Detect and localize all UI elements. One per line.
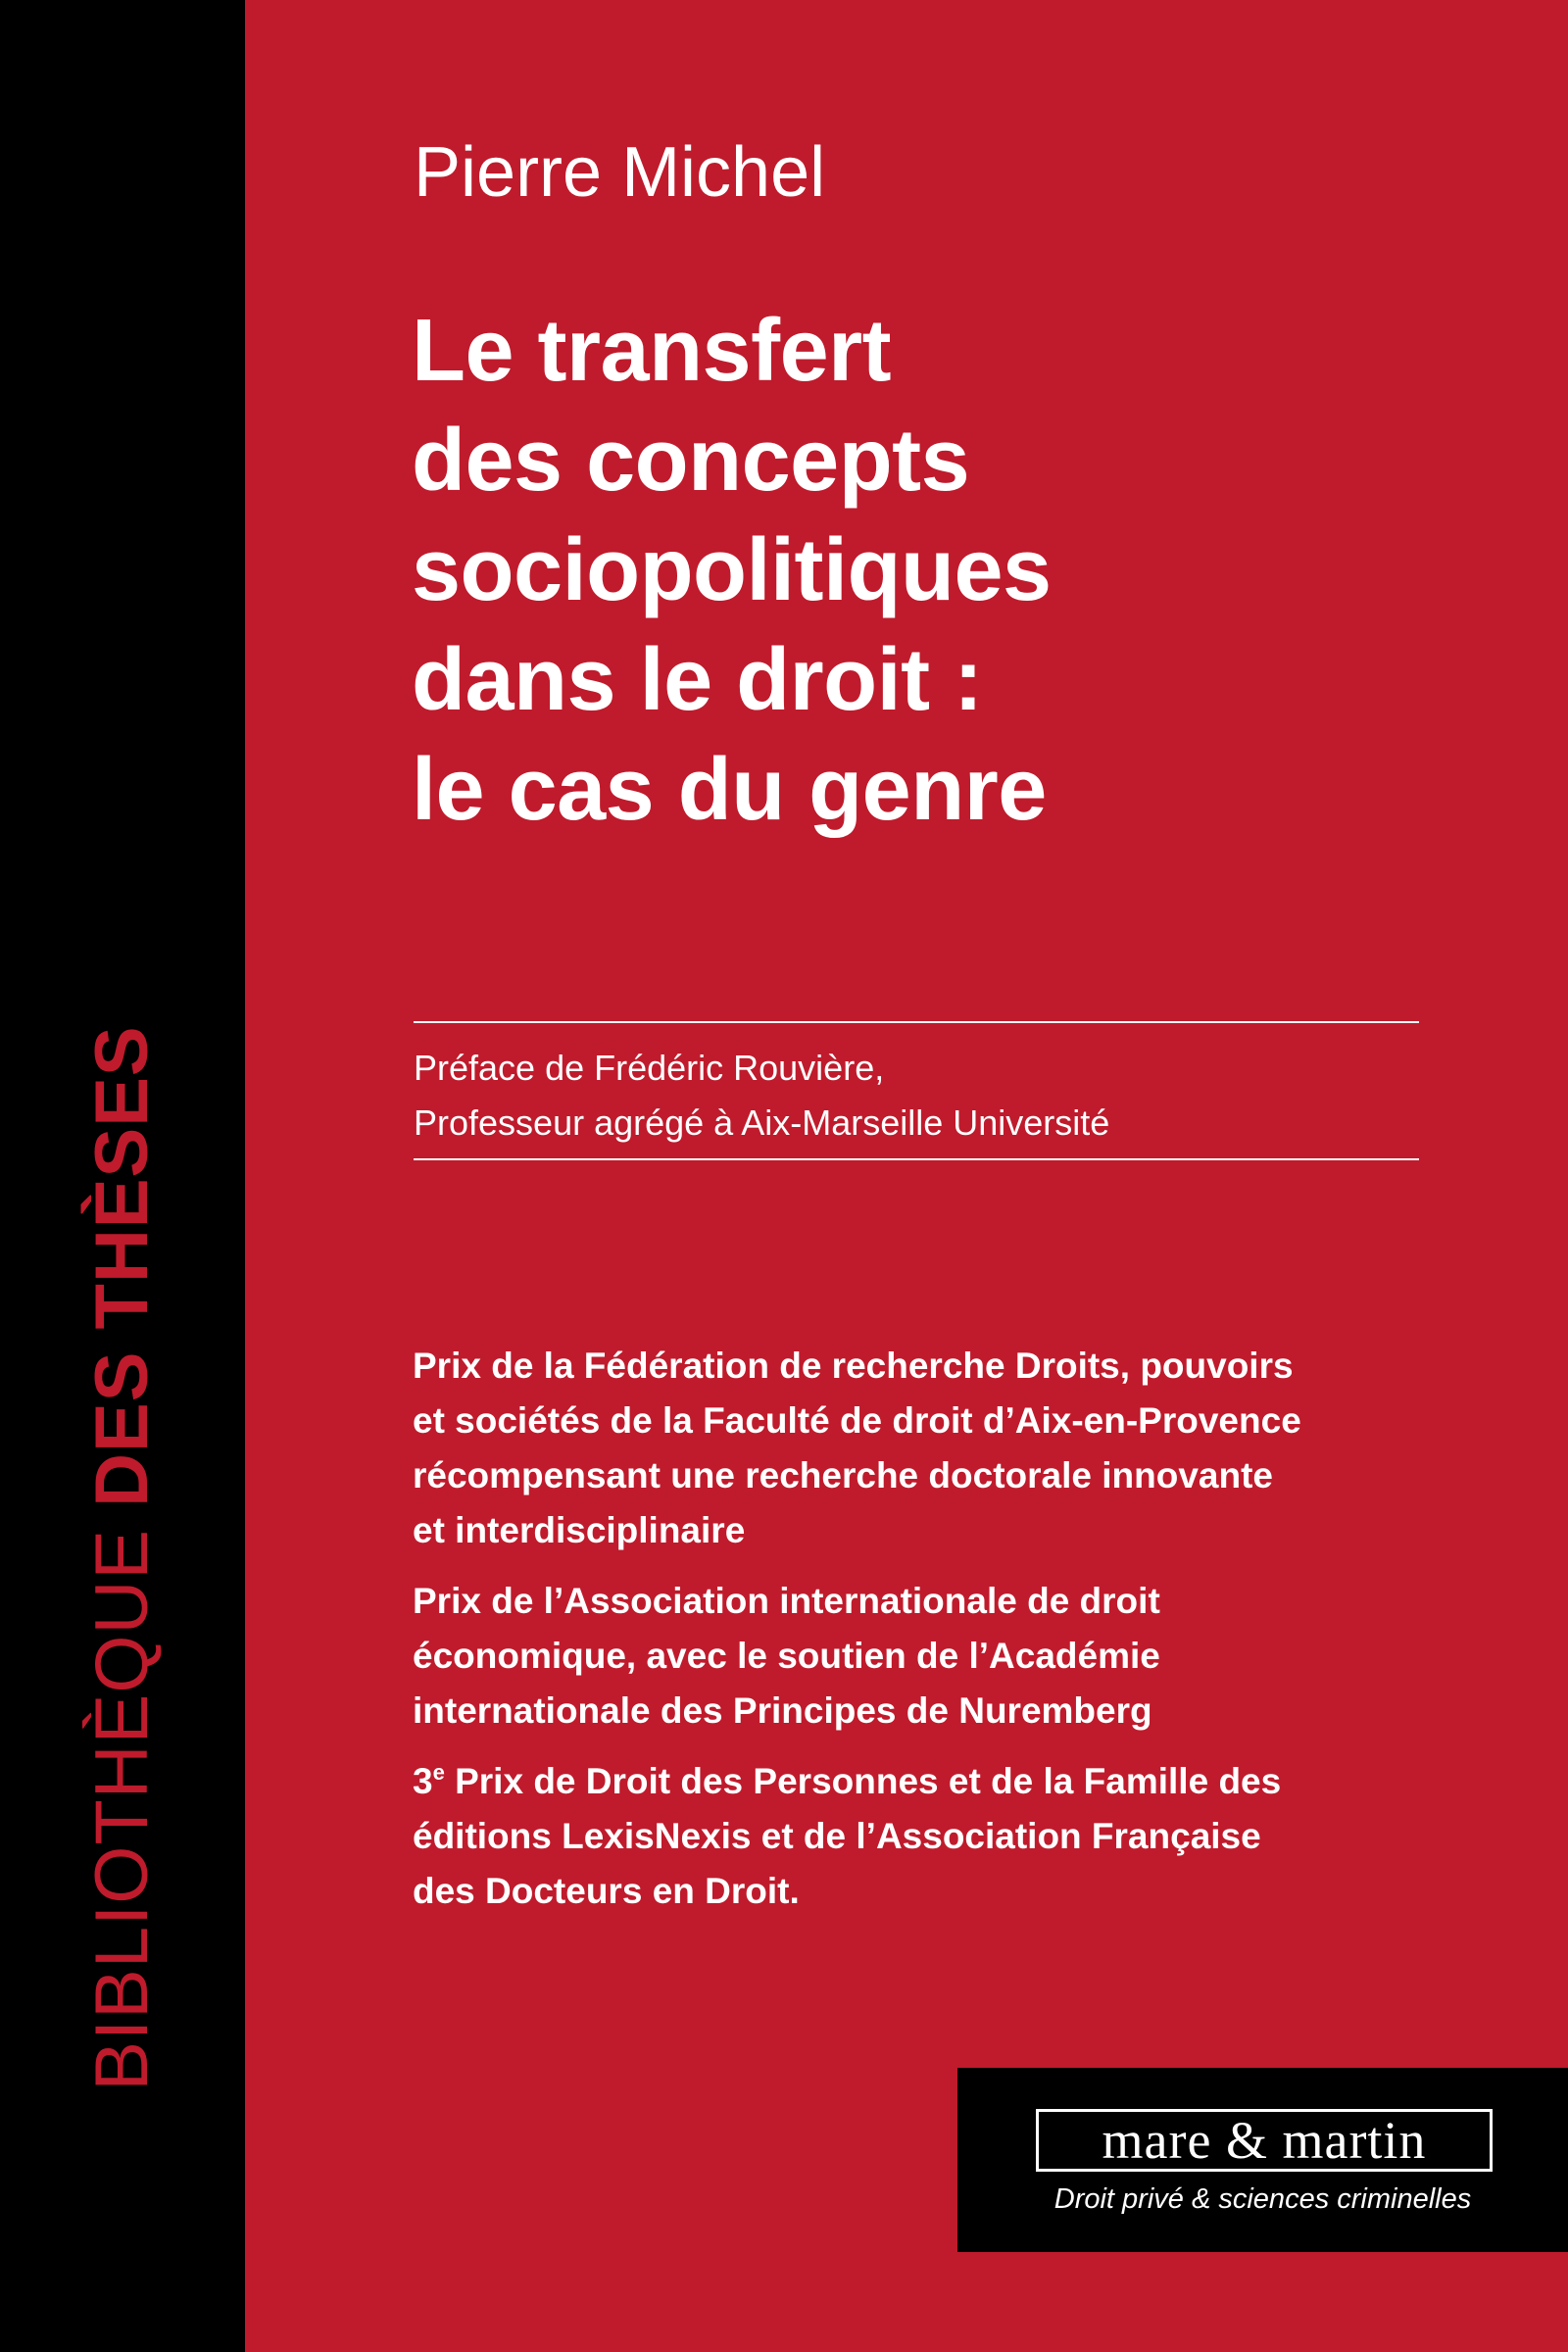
publisher-block <box>957 2068 1568 2252</box>
prize-ordinal: 3 <box>413 1761 433 1801</box>
prize-item <box>413 1754 1451 1919</box>
prize-line: Prix de la Fédération de recherche Droits, pouvoirs <box>413 1346 1294 1386</box>
prize-line: Prix de l’Association internationale de droit <box>413 1581 1160 1621</box>
prize-line: éditions LexisNexis et de l’Association Française <box>413 1816 1261 1856</box>
prize-line: internationale des Principes de Nuremberg <box>413 1690 1152 1731</box>
spine-band <box>0 0 245 2352</box>
preface-line: Préface de Frédéric Rouvière, <box>414 1048 885 1088</box>
prize-line: et interdisciplinaire <box>413 1510 746 1550</box>
prize-line <box>413 1754 1451 1809</box>
preface <box>414 1041 1109 1151</box>
title-line: des concepts <box>412 412 970 510</box>
prize-item <box>413 1574 1451 1739</box>
title-line: le cas du genre <box>412 741 1047 839</box>
title-line: dans le droit : <box>412 631 983 729</box>
prize-ordinal-suffix: e <box>432 1760 445 1785</box>
book-title <box>412 296 1431 845</box>
prize-item <box>413 1339 1451 1558</box>
prize-line: des Docteurs en Droit. <box>413 1871 800 1911</box>
publisher-logo-text: mare & martin <box>1102 2111 1427 2170</box>
divider-bottom <box>414 1158 1419 1160</box>
series-title-light: BIBLIOTHÈQUE <box>80 1528 164 2091</box>
title-line: Le transfert <box>412 302 892 400</box>
title-line: sociopolitiques <box>412 521 1052 619</box>
prizes-list <box>413 1339 1451 1935</box>
series-title <box>80 1025 164 2091</box>
prize-line: et sociétés de la Faculté de droit d’Aix-en-Provence <box>413 1400 1301 1441</box>
preface-line: Professeur agrégé à Aix-Marseille Université <box>414 1102 1110 1143</box>
divider-top <box>414 1021 1419 1023</box>
publisher-logo <box>1036 2109 1493 2172</box>
author-name: Pierre Michel <box>414 133 826 212</box>
series-title-bold: DES THÈSES <box>80 1025 164 1507</box>
prize-line: récompensant une recherche doctorale innovante <box>413 1455 1273 1495</box>
prize-line: économique, avec le soutien de l’Académie <box>413 1636 1160 1676</box>
prize-line-text: Prix de Droit des Personnes et de la Famille des <box>444 1761 1282 1801</box>
collection-name: Droit privé & sciences criminelles <box>1054 2183 1472 2215</box>
